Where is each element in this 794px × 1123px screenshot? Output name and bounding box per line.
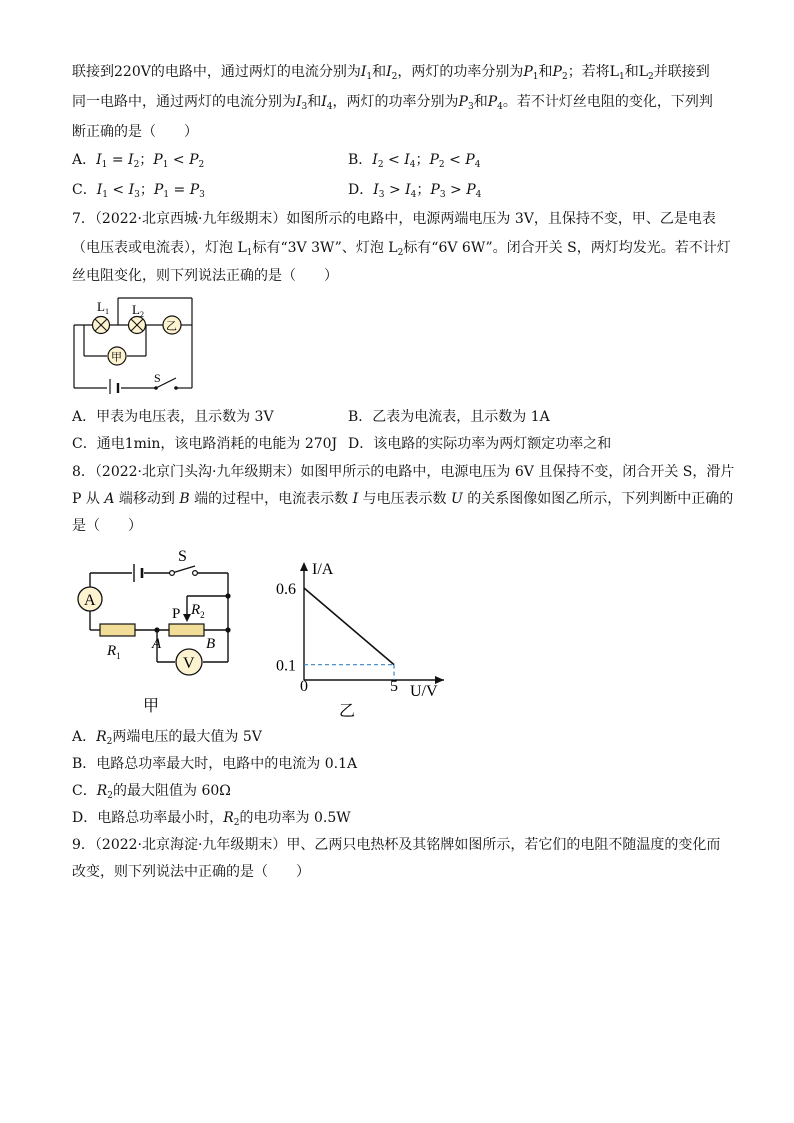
lamp-l2-icon: [129, 317, 146, 334]
q6-option-d[interactable]: D．$I_3 > I_4$；$P_3 > P_4$: [348, 182, 482, 200]
caption-jia: 甲: [143, 698, 160, 715]
label-l2: $L_2$: [132, 302, 144, 319]
q9-line-1: 9．（2022·北京海淀·九年级期末）甲、乙两只电热杯及其铭牌如图所示，若它们的电阻不随温度的变化而: [72, 837, 721, 853]
q8-circuit-diagram: [72, 540, 242, 720]
q6-option-a[interactable]: A．$I_1 = I_2$；$P_1 < P_2$: [72, 152, 205, 170]
label-end-a: A: [152, 636, 162, 652]
caption-yi: 乙: [339, 703, 356, 720]
label-l1: $L_1$: [97, 299, 109, 316]
q8-option-d[interactable]: D．电路总功率最小时，$R_2$的电功率为 0.5W: [72, 810, 351, 828]
resistor-r1-icon: [100, 624, 135, 636]
q8-option-a[interactable]: A．$R_2$两端电压的最大值为 5V: [72, 729, 262, 747]
q8-line-1: 8．（2022·北京门头沟·九年级期末）如图甲所示的电路中，电源电压为 6V 且保持不变，闭合开关 S，滑片: [72, 464, 735, 480]
slider-label-p: P: [172, 606, 181, 622]
meter-yi-label: 乙: [166, 320, 177, 333]
q7-option-b[interactable]: B．乙表为电流表，且示数为 1A: [348, 409, 550, 425]
q6-option-c[interactable]: C．$I_1 < I_3$；$P_1 = P_3$: [72, 182, 205, 200]
q8-line-3: 是（ ）: [72, 518, 142, 534]
y-tick-label: 0.1: [276, 657, 296, 675]
y-axis-label: I/A: [312, 561, 334, 578]
meter-jia-label: 甲: [111, 351, 122, 364]
x-axis-label: U/V: [410, 683, 438, 700]
label-end-b: B: [206, 636, 216, 652]
q8-line-2: P 从 A 端移动到 B 端的过程中，电流表示数 I 与电压表示数 U 的关系图像如图乙所示，下列判断中正确的: [72, 491, 734, 507]
y-tick-label: 0.6: [276, 581, 296, 598]
q7-option-d[interactable]: D．该电路的实际功率为两灯额定功率之和: [348, 436, 612, 452]
q9-line-2: 改变，则下列说法中正确的是（ ）: [72, 864, 310, 880]
q6-line-1: 联接到220V的电路中，通过两灯的电流分别为$I_1$和$I_2$，两灯的功率分别为$P_1$和$P_2$；若将$L_1$和$L_2$并联接到: [72, 64, 710, 82]
series-line: [304, 588, 394, 665]
x-tick-label: 5: [390, 678, 398, 695]
q8-option-b[interactable]: B．电路总功率最大时，电路中的电流为 0.1A: [72, 756, 358, 772]
q8-option-c[interactable]: C．$R_2$的最大阻值为 60Ω: [72, 783, 231, 801]
q6-line-3: 断正确的是（ ）: [72, 124, 198, 140]
label-switch-s: S: [154, 371, 161, 385]
x-tick-label: 0: [300, 678, 308, 695]
q7-line-3: 丝电阻变化，则下列说法正确的是（ ）: [72, 268, 338, 284]
slider-arrow-icon: [183, 614, 191, 622]
switch-label-s: S: [178, 548, 187, 565]
label-r1: $R_1$: [107, 643, 121, 661]
voltmeter-label: V: [183, 655, 195, 672]
q7-line-1: 7．（2022·北京西城·九年级期末）如图所示的电路中，电源两端电压为 3V，且保持不变，甲、乙是电表: [72, 211, 716, 227]
q8-iu-graph: [264, 552, 454, 720]
lamp-l1-icon: [93, 317, 110, 334]
q7-circuit-diagram: [66, 294, 206, 394]
q7-option-c[interactable]: C．通电1min，该电路消耗的电能为 270J: [72, 436, 338, 452]
label-r2: $R_2$: [191, 602, 205, 620]
q6-option-b[interactable]: B．$I_2 < I_4$；$P_2 < P_4$: [348, 152, 481, 170]
ammeter-label: A: [84, 592, 96, 609]
q7-line-2: （电压表或电流表），灯泡 $L_1$标有“3V 3W”、灯泡 $L_2$标有“6V 6W”。闭合开关 S，两灯均发光。若不计灯: [72, 240, 731, 258]
q7-option-a[interactable]: A．甲表为电压表，且示数为 3V: [72, 409, 274, 425]
y-axis-arrow-icon: [300, 562, 308, 571]
rheostat-r2-icon: [169, 624, 204, 636]
q6-line-2: 同一电路中，通过两灯的电流分别为$I_3$和$I_4$，两灯的功率分别为$P_3$和$P_4$。若不计灯丝电阻的变化，下列判: [72, 94, 713, 112]
